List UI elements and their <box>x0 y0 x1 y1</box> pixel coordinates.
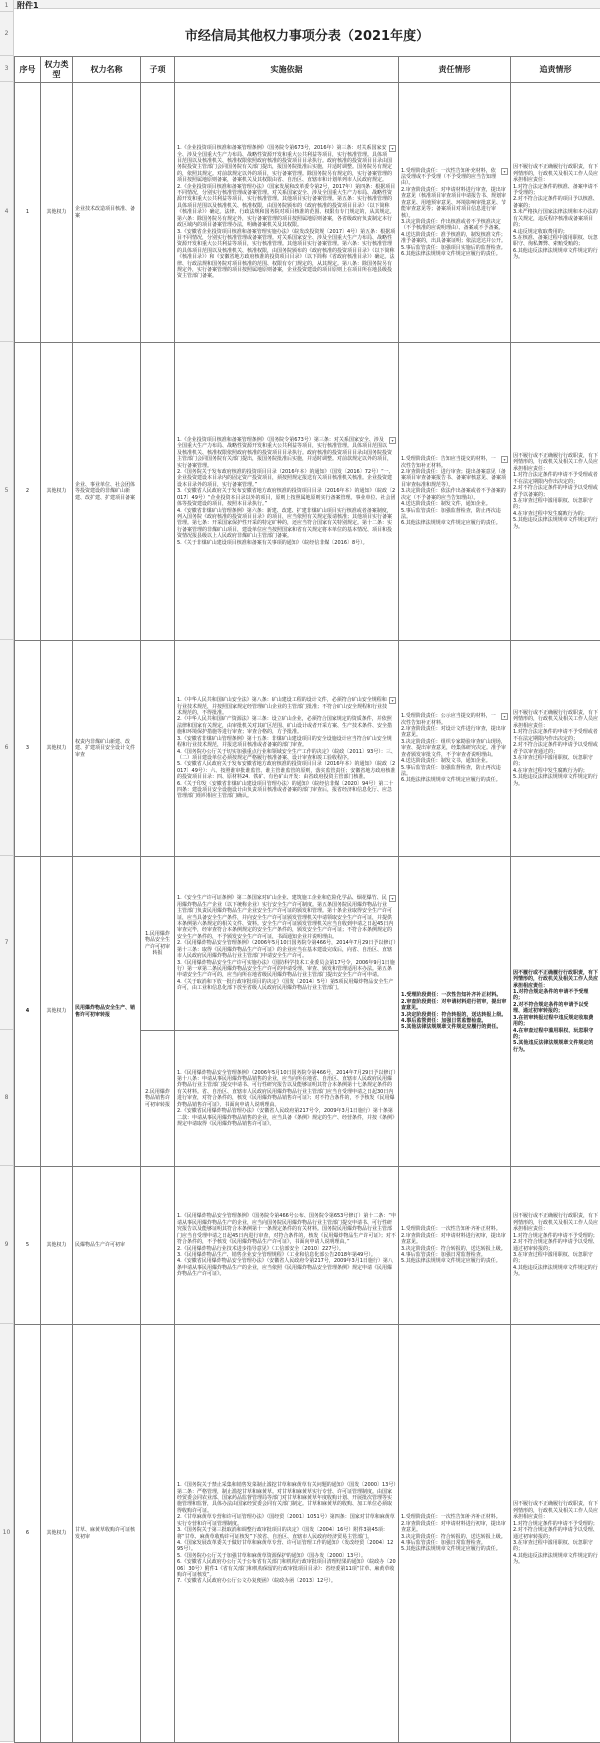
cell-acc[interactable] <box>511 641 600 857</box>
cell-basis[interactable] <box>175 83 399 343</box>
cell-type[interactable]: 其他权力 <box>41 641 73 857</box>
cell-seq[interactable]: 1 <box>15 83 41 343</box>
cell-type[interactable]: 其他权力 <box>41 83 73 343</box>
table-row <box>15 641 600 857</box>
cell-basis-text: 1.《中华人民共和国矿山安全法》第八条：矿山建设工程的设计文件，必须符合矿山安全规程和行业技术规范，并按照国家规定经管理矿山企业的主管部门批准；不符合矿山安全规程和行业技术规范的，不得批准。 2.《中华人民共和国矿产资源法》第三条：设立矿山企业，必须符合国家规定的资质条件，并依照法律和国家有关规定，由审批机关对其矿区范围、矿山设计或者开采方案、生产技术条件、安全措施和环境保护措施等进行审查；审查合格的，方予批准。 3.《安徽省非煤矿山管理条例》第十五条：非煤矿山建设项目的安全设施设计应当符合矿山安全规程和行业技术规范，并报送项目核准或者备案的部门审查。 4.《国务院办公厅关于切实加强重点行业和领域安全生产工作的决定》（皖政〔2011〕93号）：三、（二）项目建设单位必须按规定严格履行核准备案、设计审查和竣工验收程序。 5.《安徽省人民政府关于发布安徽省地方政府核准的投资项目目录（2016年本）的通知》（皖政〔2017〕49号）：六、按照谁审批谁监管、谁主管谁监管的原则，落实监管责任；安徽省地方政府核准的投资项目目录：四、原材料24．铁矿、有色矿山开发：由省政府投资主管部门核准。 6.《关于印发〈安徽省非煤矿山建设项目管理办法〉的通知》（皖经信非煤〔2020〕94号）第二十四条：建设项目安全设施设计由负责项目核准或者备案的部门审查后，报省经济和信息化厅、应急管理部门组织相应主管部门确认。 <box>177 697 396 800</box>
cell-type[interactable]: 其他权力 <box>41 1325 73 1743</box>
dropdown-icon[interactable]: ▾ <box>501 713 508 720</box>
table-row <box>15 1325 600 1743</box>
row-number[interactable]: 8 <box>0 1030 14 1166</box>
cell-basis-text: 1.《民用爆炸物品安全管理条例》（2006年5月10日国务院令第466号，2014年7月29日予以修订）第十八条：申请从事民用爆炸物品销售的企业，应当向所在地省、自治区、直辖市人民政府民用爆炸物品行业主管部门提交申请书、可行性研究报告以及能够证明其符合本条例第十七条规定条件的有关材料。省、自治区、直辖市人民政府民用爆炸物品行业主管部门应当自受理申请之日起30日内进行审查，对符合条件的，核发《民用爆炸物品销售许可证》；对不符合条件的，不予核发《民用爆炸物品销售许可证》，书面向申请人说明理由。 2.《安徽省民用爆炸物品管理办法》（安徽省人民政府第217号令，2009年3月1日施行）第十条第二款：申请从事民用爆炸物品销售的企业，应当具备《条例》规定的生产、经营条件，并按《条例》规定申请取得《民用爆炸物品销售许可证》。 <box>177 1070 396 1128</box>
cell-basis[interactable] <box>175 1031 399 1167</box>
cell-sub[interactable]: 1.民用爆炸物品安全生产许可初审转报 <box>141 857 175 1031</box>
cell-type[interactable]: 其他权力 <box>41 1167 73 1325</box>
cell-basis-text: 1.《民用爆炸物品安全管理条例》（国务院令第466号公布、国务院令第653号修订）第十二条：“申请从事民用爆炸物品生产的企业，应当向国务院民用爆炸物品行业主管部门提交申请书、可行性研究报告以及能够证明其符合本条例第十一条规定条件的有关材料。国务院民用爆炸物品行业主管部门应当自受理申请之日起45日内进行审查，对符合条件的，核发《民用爆炸物品生产许可证》；对不符合条件的，不予核发《民用爆炸物品生产许可证》，书面向申请人说明理由。” 2.《民用爆炸物品行业技术进步指导意见》（工信部安全〔2010〕227号）。 3.《民用爆炸物品生产、销售企业安全管理规程》（工业和信息化部公告2018年第49号）。 4.《安徽省民用爆炸物品安全管理办法》（安徽省人民政府令第217号，2009年3月1日施行）第八条申请从事民用爆炸物品生产的企业，应当依照《民用爆炸物品安全管理条例》规定申请《民用爆炸物品生产许可证》。 <box>177 1213 396 1277</box>
cell-sub[interactable] <box>141 1167 175 1325</box>
cell-name[interactable]: 企业、事业单位、社会团体等投资建设的非煤矿山新建、改扩建、扩建项目备案 <box>73 343 141 641</box>
cell-duty[interactable] <box>399 1167 511 1325</box>
cell-acc[interactable] <box>511 343 600 641</box>
cell-name[interactable]: 权责内非煤矿山新建、改建、扩建项目安全设计文件审查 <box>73 641 141 857</box>
cell-basis-text: 1.《企业投资项目核准和备案管理条例》（国务院令第673号，2016年）第三条：对关系国家安全、涉及全国重大生产力布局、战略性资源开发和重大公共利益等项目，实行核准管理。具体项目范围以及核准机关、核准权限依照政府核准的投资项目目录执行。政府核准的投资项目目录由国务院投资主管部门会同国务院有关部门提出，报国务院批准后实施，并适时调整。国务院另有规定的，依照其规定。对前款规定以外的项目，实行备案管理。除国务院另有规定的，实行备案管理的项目按照属地原则备案，备案机关及其权限由省、自治区、直辖市和计划单列市人民政府规定。 2.《企业投资项目核准和备案管理办法》（国家发展和改革委令第2号，2017年）第四条：根据项目不同情况，分别实行核准管理或备案管理。对关系国家安全、涉及全国重大生产力布局、战略性资源开发和重大公共利益等项目，实行核准管理。其他项目实行备案管理。第五条：实行核准管理的具体项目范围以及核准机关、核准权限，由国务院颁布的《政府核准的投资项目目录》（以下简称《核准目录》）确定。法律、行政法规和国务院对项目核准的范围、权限有专门规定的，从其规定。第六条：除国务院另有规定外，实行备案管理的项目按照属地原则备案，各省级政府负责制定本行政区域内的项目备案管理办法，明确备案机关及其权限。 3.《安徽省企业投资项目核准和备案管理实施办法》（皖发改投资规〔2017〕4号）第五条：根据项目不同情况，分别实行核准管理或备案管理。对关系国家安全、涉及全国重大生产力布局、战略性资源开发和重大公共利益等项目，实行核准管理。其他项目实行备案管理。第六条：实行核准管理的具体项目范围以及核准机关、核准权限，由国务院颁布的《政府核准的投资项目目录》（以下简称《核准目录》）和《安徽省地方政府核准的投资项目目录》（以下简称《省政府核准目录》）确定。法律、行政法规和国务院对项目核准的范围、权限有专门规定的，从其规定。第八条：除国务院另有规定外，实行备案管理的项目按照属地原则备案，企业投资建设的项目原则上在项目所在地县级投资主管部门备案。 <box>177 145 396 280</box>
table-row <box>15 857 600 1031</box>
attachment-label: 附件1 <box>17 0 39 11</box>
row-number[interactable]: 2 <box>0 12 14 56</box>
row-number[interactable]: 6 <box>0 640 14 856</box>
cell-duty[interactable] <box>399 641 511 857</box>
cell-name[interactable]: 甘草、麻黄草收购许可证核发初审 <box>73 1325 141 1743</box>
cell-acc-text: 因不履行或不正确履行行政职责，有下列情形的，行政机关及相关工作人员应承担相应责任： 1.对符合规定条件的申请不予受理的； 2.对不符合规定条件的申请予以受理、通过初审转报的； 3.在审查过程中滥用职权、玩忽职守的； 4.其他违反法律法规规章文件规定的行为。 <box>513 1213 598 1277</box>
cell-seq[interactable]: 2 <box>15 343 41 641</box>
cell-type[interactable]: 其他权力 <box>41 343 73 641</box>
cell-duty-text: 1.受理阶段责任：一次性告知补齐补正材料。 2.审查阶段责任：对申请材料进行初审，提出审查意见。 3.决定阶段责任：符合转报的，送达转报上级。 4.事后监管责任：加强日常监督检查。 5.其他法律法规规章文件规定应履行的责任。 <box>401 1226 508 1264</box>
cell-seq[interactable]: 3 <box>15 641 41 857</box>
table-header-row <box>15 57 600 83</box>
dropdown-icon[interactable]: ▾ <box>389 437 396 444</box>
header-duty[interactable]: 责任情形 <box>399 57 511 83</box>
cell-acc-text: 因不履行或不正确履行行政职责，有下列情形的，行政机关及相关工作人员应承担相应责任： 1.对符合规定条件的申请不予受理的； 2.对不符合规定条件的申请予以受理、通过初审转报的； 3.在审查过程中滥用职权、玩忽职守的； 4.其他违反法律法规规章文件规定的行为。 <box>513 1501 598 1565</box>
cell-basis[interactable] <box>175 641 399 857</box>
dropdown-icon[interactable]: ▾ <box>389 145 396 152</box>
cell-duty[interactable] <box>399 343 511 641</box>
cell-acc-text: 因不履行或不正确履行行政职责，有下列情形的，行政机关及相关工作人员应承担相应责任： 1.对符合法定条件的核准、备案申请不予受理的； 2.对不符合法定条件的项目予以核准、备案的； 3.未严格执行国家法律法规和本办法的有关规定，违反程序核准或备案项目的； 4.违反规定收取费用的； 5.在核准、备案过程中滥用职权、玩忽职守、徇私舞弊、索贿受贿的； 6.其他违反法律法规规章文件规定的行为。 <box>513 164 598 260</box>
cell-basis[interactable] <box>175 1167 399 1325</box>
dropdown-icon[interactable]: ▾ <box>389 895 396 902</box>
cell-duty[interactable] <box>399 83 511 343</box>
row-number[interactable]: 10 <box>0 1324 14 1742</box>
cell-seq[interactable]: 6 <box>15 1325 41 1743</box>
cell-basis-text: 1.《企业投资项目核准和备案管理条例》（国务院令第673号）第三条：对关系国家安全、涉及全国重大生产力布局、战略性资源开发和重大公共利益等项目，实行核准管理。具体项目范围以及核准机关、核准权限依照政府核准的投资项目目录执行。政府核准的投资项目目录由国务院投资主管部门会同国务院有关部门提出，报国务院批准后实施，并适时调整。对前款规定以外的项目，实行备案管理。 2.《国务院关于发布政府核准的投资项目目录（2016年本）的通知》（国发〔2016〕72号）“一、企业投资建设本目录内的固定资产投资项目，须按照规定报送有关项目核准机关核准。企业投资建设本目录外的项目，实行备案管理。” 3.《安徽省人民政府关于发布安徽省地方政府核准的投资项目目录（2016年本）的通知》（皖政〔2017〕49号）“企业投资本目录以外的项目，原则上按照属地原则实行备案管理。事业单位、社会团体等投资建设的项目，按照本目录执行。” 4.《安徽省非煤矿山管理条例》第六条：新建、改建、扩建非煤矿山项目实行核准或者备案制度，列入国务院《政府核准的投资项目目录》的项目，应当依照有关规定报请核准；其他项目实行备案管理。第七条：开采国家保护性开采的特定矿种的，还应当符合国家有关特别规定。第十二条：实行备案管理的非煤矿山项目，建设单位应当按照国家和省有关规定将本单位的基本情况、项目和投资情况报县级以上人民政府非煤矿山主管部门备案。 5.《关于非煤矿山建设项目核准和备案有关事项的通知》（皖经信非煤〔2016〕8号）。 <box>177 437 396 546</box>
table-row <box>15 1167 600 1325</box>
row-number[interactable]: 9 <box>0 1166 14 1324</box>
cell-duty-text: 1.受理阶段责任：告知应当提交的材料，一次性告知补正材料。 2.审查阶段责任：进行审查；提出备案意见（备案项目审查备案报告书、备案审核意见、备案项目审查标准和规范等）。 3.决定阶段责任：依法作出备案或者不予备案的决定（不予备案的应当告知理由）。 4.送达阶段责任：制发文件，通知企业。 5.事后监管责任：加强监督检查，防止再次违法。 6.其他法律法规规章文件规定应履行的责任。 <box>401 456 508 526</box>
cell-name[interactable]: 企业技术改造项目核准、备案 <box>73 83 141 343</box>
cell-type[interactable]: 其他权力 <box>41 857 73 1167</box>
cell-sub[interactable] <box>141 83 175 343</box>
cell-basis-text: 1.《国务院关于禁止采集和销售发菜制止滥挖甘草和麻黄草有关问题的通知》（国发〔2000〕13号）第二条：严格管理，制止滥挖甘草和麻黄草。对甘草和麻黄草实行专营、许可证管理制度。由国家经贸委会同农业部、国家药品监督管理局等部门对甘草和麻黄草年度收购计划、开展批次管理等实施管理和监督，具体办法由国家经贸委会同有关部门制定。甘草和麻黄草的收购、加工单位必须取得收购许可证。 2.《甘草麻黄草专营和许可证管理办法》（国经贸〔2001〕1051号）第四条：国家对甘草和麻黄草实行专营和许可证管理制度。 3.《国务院关于第三批取消和调整行政审批项目的决定》（国发〔2004〕16号）附件3第45项：将“甘草、麻黄草收购许可证核发”下放省、自治区、直辖市人民政府经济贸易主管部门。 4.《国家发展改革委关于做好甘草和麻黄草专营、许可证管理工作的通知》（发改经贸〔2004〕1295号）。 5.《国务院办公厅关于加强甘草和麻黄草资源保护的通知》（国办发〔2000〕13号）。 6.《安徽省人民政府办公厅关于公布省有关部门和机构行政审批项目清理结果的通知》（皖政办〔2006〕30号）附件1《省有关部门和机构保留的行政审批项目目录》：省经委第11项“甘草、麻黄草收购许可证核发”。 7.《安徽省人民政府办公厅公文办复便函》（皖政办函〔2013〕12号）。 <box>177 1482 396 1585</box>
row-number[interactable]: 3 <box>0 56 14 82</box>
power-items-table <box>14 56 600 1743</box>
cell-acc[interactable] <box>511 857 600 1167</box>
header-name[interactable]: 权力名称 <box>73 57 141 83</box>
cell-basis[interactable] <box>175 1325 399 1743</box>
cell-seq[interactable]: 4 <box>15 857 41 1167</box>
cell-sub[interactable] <box>141 1325 175 1743</box>
row-number[interactable]: 7 <box>0 856 14 1030</box>
table-row <box>15 83 600 343</box>
header-acc[interactable]: 追责情形 <box>511 57 600 83</box>
row-number[interactable]: 4 <box>0 82 14 342</box>
page-title: 市经信局其他权力事项分表（2021年度） <box>14 12 600 57</box>
cell-acc-text: 因不履行或不正确履行行政职责，有下列情形的，行政机关及相关工作人员应承担相应责任： 1.对符合规定条件的申请不予受理的； 2.对不符合规定条件的申请予以受理、通过初审转报的； 3.在初审转报过程中违反规定收取费用的； 4.在审查过程中滥用职权、玩忽职守的； 5.其他违反法律法规规章文件规定的行为。 <box>513 970 598 1053</box>
cell-duty-text: 1.受理阶段责任：公示应当提交的材料，一次性告知补正材料。 2.审查阶段责任：对设计文件进行审查，提出审查意见。 3.决定阶段责任：组织专家勘验审查矿山现场，审查、提出审查意见，经集体研究决定。准予审查者颁发审批文件，不予审查者说明理由。 4.送达阶段责任：制发文书，通知企业。 5.事后监管责任：加强监督检查，防止再次违法。 6.其他法律法规规章文件规定应履行的责任。 <box>401 713 508 783</box>
cell-acc[interactable] <box>511 1167 600 1325</box>
cell-duty-text: 1.受理阶段责任：一次性告知补充材料，依法受理或不予受理（不予受理的应当告知理由）。 2.审查阶段责任：对申请材料进行审查，提出审查意见（核准项目审查项目申请报告书、规划审查意见、用地预审意见、环境影响审批意见、节能审查意见等；备案项目对项目信息进行审核）。 3.决定阶段责任：作出核准或者不予核准决定（不予核准的应说明理由）、备案或不予备案。 4.送达阶段责任：准予核准的，制发核准文件；准予备案的，出具备案证明；依法送达并公开。 5.事后监管责任：加强项目实施后的监督检查。 6.其他法律法规规章文件规定应履行的责任。 <box>401 168 508 258</box>
cell-name[interactable]: 民用爆炸物品安全生产、销售许可初审转报 <box>73 857 141 1167</box>
header-seq[interactable]: 序号 <box>15 57 41 83</box>
cell-name[interactable]: 民爆物品生产许可初审 <box>73 1167 141 1325</box>
cell-acc[interactable] <box>511 83 600 343</box>
cell-seq[interactable]: 5 <box>15 1167 41 1325</box>
row-number[interactable]: 5 <box>0 342 14 640</box>
cell-duty[interactable] <box>399 857 511 1167</box>
cell-basis[interactable] <box>175 857 399 1031</box>
table-row <box>15 343 600 641</box>
header-type[interactable]: 权力类型 <box>41 57 73 83</box>
cell-acc[interactable] <box>511 1325 600 1743</box>
row-number[interactable]: 1 <box>0 0 14 12</box>
cell-acc-text: 因不履行或不正确履行行政职责，有下列情形的，行政机关及相关工作人员应承担相应责任： 1.对符合法定条件的申请不予受理或者不在法定期限内作出决定的； 2.对不符合法定条件的申请予以受理或者予以备案的； 3.在审查过程中滥用职权、玩忽职守的； 4.在审查过程中发生腐败行为的； 5.其他违反法律法规规章文件规定的行为。 <box>513 453 598 530</box>
cell-acc-text: 因不履行或不正确履行行政职责，有下列情形的，行政机关及相关工作人员应承担相应责任： 1.对符合法定条件的申请不予受理或者不在法定期限内作出决定的； 2.对不符合法定条件的申请予以受理或者予以审查通过的； 3.在审查过程中滥用职权、玩忽职守的； 4.在审查过程中发生腐败行为的； 5.其他违反法律法规规章文件规定的行为。 <box>513 710 598 787</box>
header-sub[interactable]: 子项 <box>141 57 175 83</box>
dropdown-icon[interactable]: ▾ <box>389 697 396 704</box>
dropdown-icon[interactable]: ▾ <box>501 456 508 463</box>
cell-basis-text: 1.《安全生产许可证条例》第二条国家对矿山企业、建筑施工企业和危险化学品、烟花爆竹、民用爆炸物品生产企业（以下统称企业）实行安全生产许可制度。第五条国务院民用爆炸物品行业主管部门负责民用爆炸物品生产企业安全生产许可证的颁发和管理。第十条企业取得安全生产许可证，应当具备安全生产条件，并向安全生产许可证颁发管理机关申请领取安全生产许可证，并提供本条例第六条规定的相关文件、资料。安全生产许可证颁发管理机关应当自收到申请之日起45日内审查完毕，经审查符合本条例规定的安全生产条件的，颁发安全生产许可证；不符合本条例规定的安全生产条件的，不予颁发安全生产许可证，书面通知企业并说明理由。 2.《民用爆炸物品安全管理条例》（2006年5月10日国务院令第466号，2014年7月29日予以修订）第十三条：取得《民用爆炸物品生产许可证》的企业应当在基本建设完成后，向省、自治区、直辖市人民政府民用爆炸物品行业主管部门申请安全生产许可。 3.《民用爆炸物品安全生产许可实施办法》（国防科学技术工业委员会第17号令，2006年9月1日施行）第一章第二条民用爆炸物品安全生产许可的申请受理、审查、颁发和管理适用本办法。第五条申请安全生产许可的，应当向所在地省级民用爆炸物品行业主管部门提出安全生产许可申请。 4.《关于取消和下放一批行政审批项目的决定》（国发〔2014〕5号）第5项民用爆炸物品安全生产许可，由工业和信息化部下放至省级人民政府民用爆炸物品行业主管部门。 <box>177 895 396 991</box>
column-header-bar <box>14 0 600 9</box>
header-basis[interactable]: 实施依据 <box>175 57 399 83</box>
cell-duty[interactable] <box>399 1325 511 1743</box>
cell-duty-text: 1.受理阶段责任：一次性告知补齐补正材料。 2.审查阶段责任：对申请材料进行初审，提出审查意见。 3.决定阶段责任：符合转报的，送达转报上级。 4.事后监管责任：加强日常监督检查。 5.其他法律法规规章文件规定应履行的责任。 <box>401 992 508 1030</box>
cell-sub[interactable]: 2.民用爆炸物品销售许可初审转报 <box>141 1031 175 1167</box>
cell-sub[interactable] <box>141 343 175 641</box>
cell-basis[interactable] <box>175 343 399 641</box>
dropdown-icon[interactable]: ▾ <box>501 168 508 175</box>
cell-sub[interactable] <box>141 641 175 857</box>
cell-duty-text: 1.受理阶段责任：一次性告知补齐补正材料。 2.审查阶段责任：对申请材料进行初审，提出审查意见。 3.决定阶段责任：符合转报的，送达转报上级。 4.事后监管责任：加强日常监督检查。 5.其他法律法规规章文件规定应履行的责任。 <box>401 1514 508 1552</box>
